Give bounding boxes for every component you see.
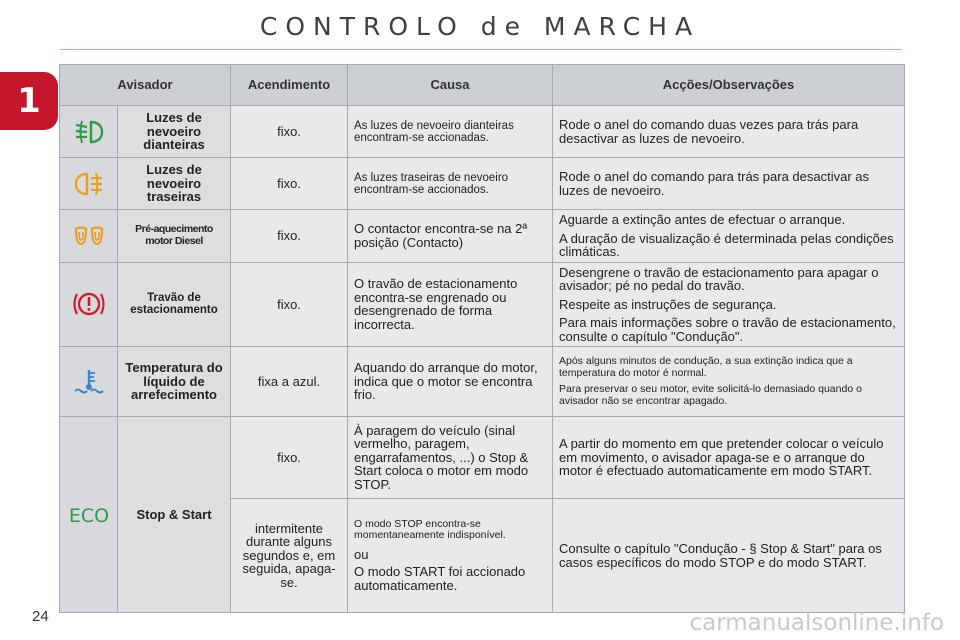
indicator-cause: O travão de estacionamento encontra-se engrenado ou desengrenado de forma incorrecta. — [348, 262, 553, 347]
table-row — [60, 210, 905, 263]
chapter-tab[interactable]: 1 — [0, 72, 58, 130]
indicator-cause: As luzes traseiras de nevoeiro encontram-se accionados. — [348, 158, 553, 210]
indicator-name: Pré-aquecimento motor Diesel — [118, 210, 231, 263]
indicator-actions — [553, 210, 905, 263]
table-row — [60, 158, 905, 210]
page-number: 24 — [32, 608, 49, 625]
indicator-name: Luzes de nevoeiro traseiras — [118, 158, 231, 210]
table-header-row — [60, 65, 905, 106]
indicator-action: Após alguns minutos de condução, a sua extinção indica que a temperatura do motor é normal. — [559, 355, 853, 379]
front-fog-light-icon — [60, 106, 118, 158]
indicator-action: Consulte o capítulo "Condução - § Stop & Start" para os casos específicos do modo STOP e do modo START. — [553, 499, 905, 613]
warning-lights-table — [59, 64, 905, 613]
indicator-actions — [553, 347, 905, 417]
table-row — [60, 106, 905, 158]
rear-fog-light-icon — [60, 158, 118, 210]
indicator-cause-part: ou — [354, 546, 369, 562]
glow-plug-icon — [60, 210, 118, 263]
indicator-condition: fixo. — [231, 106, 348, 158]
watermark: carmanualsonline.info — [689, 610, 944, 636]
page-title: CONTROLO de MARCHA — [259, 12, 701, 41]
column-header-avisador: Avisador — [60, 65, 231, 106]
indicator-condition: fixo. — [231, 262, 348, 347]
indicator-condition: fixo. — [231, 210, 348, 263]
indicator-action: A partir do momento em que pretender colocar o veículo em movimento, o avisador apaga-se e o arranque do motor é efectuado automaticamente em modo START. — [553, 417, 905, 499]
indicator-cause: À paragem do veículo (sinal vermelho, paragem, engarrafamentos, ...) o Stop & Start coloca o motor em modo STOP. — [348, 417, 553, 499]
indicator-action: Rode o anel do comando duas vezes para trás para desactivar as luzes de nevoeiro. — [553, 106, 905, 158]
parking-brake-icon — [60, 262, 118, 347]
indicator-name: Luzes de nevoeiro dianteiras — [118, 106, 231, 158]
indicator-cause: O contactor encontra-se na 2ª posição (Contacto) — [348, 210, 553, 263]
indicator-cause: As luzes de nevoeiro dianteiras encontram-se accionadas. — [348, 106, 553, 158]
indicator-action: A duração de visualização é determinada pelas condições climáticas. — [559, 230, 894, 259]
table-row — [60, 417, 905, 499]
indicator-cause-part: O modo STOP encontra-se momentaneamente indisponível. — [354, 517, 506, 542]
indicator-cause — [348, 499, 553, 613]
indicator-condition: fixo. — [231, 417, 348, 499]
indicator-name: Temperatura do líquido de arrefecimento — [118, 347, 231, 417]
title-divider — [60, 49, 902, 50]
eco-icon-text: ECO — [68, 504, 109, 527]
indicator-name: Travão de estacionamento — [118, 262, 231, 347]
indicator-action: Para preservar o seu motor, evite solicitá-lo demasiado quando o avisador não se encontrar apagado. — [559, 383, 862, 407]
indicator-name: Stop & Start — [118, 417, 231, 613]
column-header-causa: Causa — [348, 65, 553, 106]
indicator-cause: Aquando do arranque do motor, indica que o motor se encontra frio. — [348, 347, 553, 417]
column-header-acendimento: Acendimento — [231, 65, 348, 106]
indicator-cause-part: O modo START foi accionado automaticamente. — [354, 564, 526, 593]
indicator-action: Aguarde a extinção antes de efectuar o arranque. — [559, 212, 846, 227]
table-row — [60, 262, 905, 347]
coolant-temperature-icon — [60, 347, 118, 417]
eco-icon — [60, 417, 118, 613]
indicator-action: Para mais informações sobre o travão de estacionamento, consulte o capítulo "Condução". — [559, 315, 896, 344]
indicator-condition: intermitente durante alguns segundos e, em seguida, apaga-se. — [231, 499, 348, 613]
table-row — [60, 347, 905, 417]
indicator-action: Rode o anel do comando para trás para desactivar as luzes de nevoeiro. — [553, 158, 905, 210]
column-header-accoes: Acções/Observações — [553, 65, 905, 106]
indicator-condition: fixa a azul. — [231, 347, 348, 417]
indicator-actions — [553, 262, 905, 347]
indicator-action: Desengrene o travão de estacionamento para apagar o avisador; pé no pedal do travão. — [559, 264, 879, 293]
indicator-condition: fixo. — [231, 158, 348, 210]
indicator-action: Respeite as instruções de segurança. — [559, 296, 777, 312]
